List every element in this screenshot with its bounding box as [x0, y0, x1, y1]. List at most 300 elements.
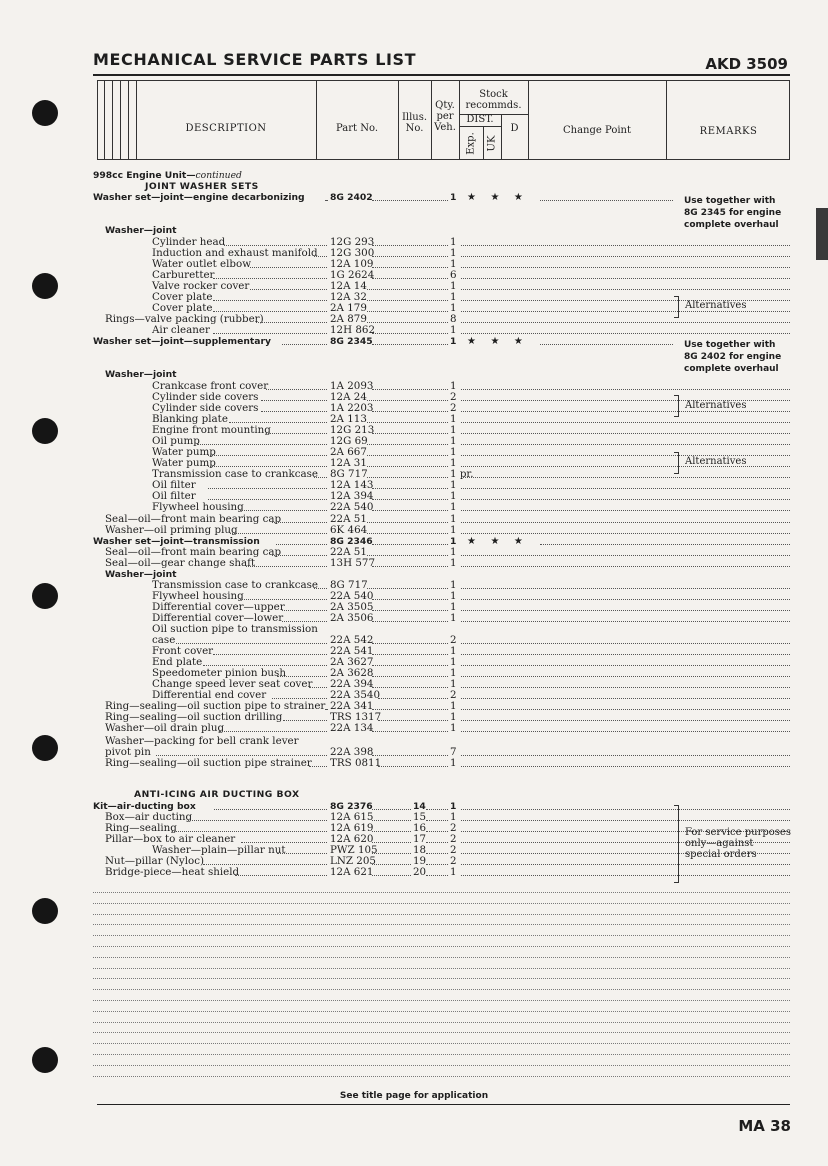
leader-dots	[372, 267, 448, 268]
ruled-line	[93, 914, 790, 915]
leader-dots	[372, 610, 448, 611]
binder-hole	[32, 735, 58, 761]
row-part-no: 8G 2376	[330, 801, 373, 812]
leader-dots	[461, 599, 790, 600]
row-description: Seal—oil—front main bearing cap	[105, 546, 282, 558]
row-part-no: 12A 31	[330, 457, 367, 469]
leader-dots	[208, 466, 327, 467]
col-stock: Stock	[479, 89, 508, 100]
row-qty: 2	[450, 833, 457, 845]
remark-alternatives: Alternatives	[685, 400, 747, 411]
row-part-no: 2A 3505	[330, 601, 374, 613]
row-part-no: 6K 464	[330, 524, 368, 536]
leader-dots	[277, 853, 327, 854]
row-qty: 1	[450, 524, 457, 536]
leader-dots	[461, 720, 790, 721]
row-qty: 1	[450, 446, 457, 458]
leader-dots	[461, 422, 790, 423]
row-qty: 1	[450, 435, 457, 447]
leader-dots	[272, 555, 327, 556]
row-illus-no: 15	[413, 811, 427, 823]
leader-dots	[213, 654, 327, 655]
leader-dots	[256, 322, 327, 323]
section-engine: 998cc Engine Unit	[93, 170, 187, 181]
row-description: Differential end cover	[152, 689, 267, 701]
row-part-no: 22A 394	[330, 678, 374, 690]
leader-dots	[372, 709, 448, 710]
row-part-no: 1A 2203	[330, 402, 374, 414]
row-part-no: 12A 615	[330, 811, 374, 823]
leader-dots	[461, 510, 790, 511]
leader-dots	[461, 267, 790, 268]
leader-dots	[208, 499, 327, 500]
row-qty: 1	[450, 302, 457, 314]
leader-dots	[367, 311, 448, 312]
row-description: Transmission case to crankcase	[152, 468, 319, 480]
leader-dots	[378, 698, 448, 699]
ruled-line	[93, 989, 790, 990]
leader-dots	[367, 477, 448, 478]
leader-dots	[372, 676, 448, 677]
row-qty: 7	[450, 746, 457, 758]
leader-dots	[272, 522, 327, 523]
row-part-no: 22A 540	[330, 501, 374, 513]
leader-dots	[367, 422, 448, 423]
footer-note: See title page for application	[339, 1091, 489, 1101]
row-part-no: 8G 717	[330, 468, 368, 480]
leader-dots	[378, 720, 448, 721]
row-part-no: 22A 541	[330, 645, 374, 657]
row-qty: 2	[450, 634, 457, 646]
leader-dots	[282, 621, 327, 622]
row-part-no: 2A 3628	[330, 667, 374, 679]
ruled-line	[93, 978, 790, 979]
bracket	[674, 805, 679, 883]
row-description: Ring—sealing—oil suction pipe to strainer	[105, 700, 326, 712]
leader-dots	[378, 766, 448, 767]
row-part-no: 22A 542	[330, 634, 374, 646]
binder-hole	[32, 1047, 58, 1073]
leader-dots	[314, 256, 327, 257]
leader-dots	[309, 687, 327, 688]
leader-dots	[461, 499, 790, 500]
leader-dots	[461, 875, 790, 876]
row-description: Carburetter	[152, 269, 215, 281]
row-description: Ring—sealing—oil suction drilling	[105, 711, 283, 723]
row-qty: 1	[450, 258, 457, 270]
leader-dots	[367, 533, 448, 534]
title-rule	[93, 74, 790, 76]
row-qty: 1	[450, 601, 457, 613]
leader-dots	[266, 389, 327, 390]
row-description: pivot pin	[105, 746, 151, 758]
leader-dots	[372, 488, 448, 489]
row-part-no: 12G 293	[330, 236, 375, 248]
row-description: Water pump	[152, 457, 216, 469]
row-description: Seal—oil—front main bearing cap	[105, 513, 282, 525]
leader-dots	[224, 245, 327, 246]
row-stock-stars: ★ ★ ★	[467, 536, 523, 547]
ruled-line	[93, 1076, 790, 1077]
leader-dots	[367, 466, 448, 467]
leader-dots	[367, 289, 448, 290]
row-part-no: TRS 1317	[330, 711, 382, 723]
remark-alternatives: Alternatives	[685, 456, 747, 467]
row-qty: 1	[450, 280, 457, 292]
row-qty: 1 pr.	[450, 468, 474, 480]
row-part-no: 12H 862	[330, 324, 376, 336]
leader-dots	[172, 831, 327, 832]
row-description: case	[152, 634, 176, 646]
leader-dots	[461, 755, 790, 756]
leader-dots	[367, 588, 448, 589]
leader-dots	[372, 621, 448, 622]
leader-dots	[372, 278, 448, 279]
leader-dots	[240, 599, 327, 600]
row-qty: 1	[450, 711, 457, 723]
remark-service: For service purposes only—against special orders	[685, 827, 791, 860]
remark-alternatives: Alternatives	[685, 300, 747, 311]
leader-dots	[461, 588, 790, 589]
row-qty: 1	[450, 700, 457, 712]
leader-dots	[309, 766, 327, 767]
row-description: Ring—sealing—oil suction pipe strainer	[105, 757, 312, 769]
row-part-no: TRS 0811	[330, 757, 382, 769]
leader-dots	[372, 853, 411, 854]
row-qty: 1	[450, 490, 457, 502]
col-d: D	[510, 123, 519, 134]
col-qty-veh: Veh.	[434, 122, 456, 133]
row-description: Washer—joint	[105, 369, 177, 380]
row-illus-no: 19	[413, 855, 427, 867]
leader-dots	[372, 864, 411, 865]
row-qty: 1	[450, 536, 457, 547]
row-part-no: 2A 179	[330, 302, 367, 314]
row-part-no: LNZ 205	[330, 855, 376, 867]
leader-dots	[461, 533, 790, 534]
leader-dots	[197, 444, 327, 445]
row-description: Cylinder head	[152, 236, 226, 248]
bracket	[674, 452, 679, 474]
row-part-no: 22A 398	[330, 746, 374, 758]
row-description: Washer set—joint—transmission	[93, 536, 260, 547]
row-description: Flywheel housing	[152, 501, 244, 513]
col-description: DESCRIPTION	[185, 123, 267, 134]
leader-dots	[372, 643, 448, 644]
row-qty: 1	[450, 866, 457, 878]
leader-dots	[213, 300, 327, 301]
row-part-no: 22A 3540	[330, 689, 381, 701]
row-qty: 1	[450, 656, 457, 668]
leader-dots	[461, 731, 790, 732]
leader-dots	[372, 389, 448, 390]
row-qty: 1	[450, 247, 457, 259]
row-qty: 1	[450, 501, 457, 513]
leader-dots	[426, 820, 448, 821]
leader-dots	[276, 544, 327, 545]
leader-dots	[461, 555, 790, 556]
row-part-no: 22A 341	[330, 700, 374, 712]
row-qty: 1	[450, 479, 457, 491]
leader-dots	[372, 510, 448, 511]
row-part-no: 12A 143	[330, 479, 374, 491]
row-description: Oil suction pipe to transmission	[152, 623, 318, 635]
leader-dots	[461, 709, 790, 710]
row-description: Washer—packing for bell crank lever	[105, 735, 299, 747]
page-number: MA 38	[738, 1117, 791, 1135]
leader-dots	[372, 411, 448, 412]
leader-dots	[372, 245, 448, 246]
binder-hole	[32, 418, 58, 444]
leader-dots	[213, 278, 327, 279]
row-description: Crankcase front cover	[152, 380, 269, 392]
leader-dots	[367, 400, 448, 401]
row-qty: 1	[450, 757, 457, 769]
row-qty: 1	[450, 678, 457, 690]
row-qty: 1	[450, 645, 457, 657]
ruled-line	[93, 935, 790, 936]
leader-dots	[461, 820, 790, 821]
row-description: Flywheel housing	[152, 590, 244, 602]
leader-dots	[426, 853, 448, 854]
leader-dots	[240, 510, 327, 511]
leader-dots	[426, 864, 448, 865]
row-part-no: 8G 2346	[330, 536, 373, 547]
leader-dots	[461, 333, 790, 334]
leader-dots	[461, 643, 790, 644]
row-description: Rings—valve packing (rubber)	[105, 313, 264, 325]
leader-dots	[461, 610, 790, 611]
leader-dots	[208, 488, 327, 489]
leader-dots	[461, 433, 790, 434]
leader-dots	[461, 698, 790, 699]
row-part-no: 2A 113	[330, 413, 367, 425]
leader-dots	[282, 610, 327, 611]
leader-dots	[372, 665, 448, 666]
leader-dots	[277, 676, 327, 677]
ruled-line	[93, 1011, 790, 1012]
row-illus-no: 17	[413, 833, 427, 845]
row-part-no: 13H 577	[330, 557, 376, 569]
leader-dots	[461, 766, 790, 767]
leader-dots	[203, 665, 327, 666]
row-description: Water pump	[152, 446, 216, 458]
leader-dots	[461, 654, 790, 655]
leader-dots	[372, 820, 411, 821]
leader-dots	[372, 200, 448, 201]
bracket	[674, 395, 679, 417]
leader-dots	[372, 755, 448, 756]
leader-dots	[540, 344, 673, 345]
leader-dots	[461, 411, 790, 412]
ruled-line	[93, 946, 790, 947]
row-description: Oil filter	[152, 490, 196, 502]
row-qty: 2	[450, 855, 457, 867]
row-description: Bridge-piece—heat shield	[105, 866, 240, 878]
ruled-line	[93, 1043, 790, 1044]
row-part-no: 22A 51	[330, 546, 367, 558]
leader-dots	[426, 831, 448, 832]
leader-dots	[426, 809, 448, 810]
row-part-no: 12G 69	[330, 435, 368, 447]
leader-dots	[461, 444, 790, 445]
leader-dots	[426, 875, 448, 876]
row-description: Transmission case to crankcase	[152, 579, 319, 591]
leader-dots	[203, 864, 327, 865]
leader-dots	[156, 755, 327, 756]
leader-dots	[372, 599, 448, 600]
ruled-line	[93, 1032, 790, 1033]
row-qty: 1	[450, 722, 457, 734]
row-part-no: 8G 717	[330, 579, 368, 591]
remark-8g2402: Use together with 8G 2345 for engine complete overhaul	[684, 196, 782, 230]
leader-dots	[461, 289, 790, 290]
leader-dots	[461, 687, 790, 688]
leader-dots	[372, 433, 448, 434]
footer-rule	[97, 1104, 790, 1105]
leader-dots	[372, 499, 448, 500]
col-stock-recommds: recommds.	[465, 100, 522, 111]
row-description: Nut—pillar (Nyloc)	[105, 855, 205, 867]
row-part-no: 12A 32	[330, 291, 367, 303]
col-dist: DIST.	[466, 114, 494, 125]
row-description: Washer set—joint—supplementary	[93, 336, 271, 347]
row-part-no: 8G 2345	[330, 336, 373, 347]
leader-dots	[272, 698, 327, 699]
row-description: Cylinder side covers	[152, 402, 259, 414]
col-uk: UK	[486, 135, 498, 152]
leader-dots	[229, 422, 327, 423]
col-qty-per: per	[436, 111, 454, 122]
row-description: Oil pump	[152, 435, 200, 447]
leader-dots	[461, 809, 790, 810]
leader-dots	[461, 256, 790, 257]
leader-dots	[461, 477, 790, 478]
leader-dots	[176, 643, 327, 644]
row-part-no: 2A 3506	[330, 612, 374, 624]
row-qty: 1	[450, 811, 457, 823]
row-illus-no: 18	[413, 844, 427, 856]
ruled-line	[93, 968, 790, 969]
row-description: Blanking plate	[152, 413, 228, 425]
row-illus-no: 14	[413, 801, 426, 812]
leader-dots	[461, 322, 790, 323]
row-qty: 8	[450, 313, 457, 325]
row-part-no: 2A 879	[330, 313, 367, 325]
row-description: Pillar—box to air cleaner	[105, 833, 236, 845]
leader-dots	[372, 731, 448, 732]
leader-dots	[372, 831, 411, 832]
row-part-no: PWZ 105	[330, 844, 378, 856]
row-part-no: 12A 619	[330, 822, 374, 834]
leader-dots	[213, 311, 327, 312]
row-qty: 1	[450, 513, 457, 525]
binder-hole	[32, 898, 58, 924]
ruled-line	[93, 957, 790, 958]
leader-dots	[461, 522, 790, 523]
row-description: Box—air ducting	[105, 811, 193, 823]
row-part-no: 1G 2624	[330, 269, 375, 281]
row-description: Oil filter	[152, 479, 196, 491]
row-description: Front cover	[152, 645, 214, 657]
leader-dots	[219, 731, 327, 732]
row-description: Water outlet elbow	[152, 258, 252, 270]
leader-dots	[372, 544, 448, 545]
row-part-no: 12A 24	[330, 391, 367, 403]
row-description: Differential cover—upper	[152, 601, 285, 613]
row-qty: 2	[450, 402, 457, 414]
row-description: Speedometer pinion bush	[152, 667, 286, 679]
section-anti-icing: ANTI-ICING AIR DUCTING BOX	[134, 789, 300, 800]
leader-dots	[372, 875, 411, 876]
leader-dots	[266, 433, 327, 434]
col-qty: Qty.	[435, 100, 455, 111]
row-description: Washer—plain—pillar nut	[152, 844, 286, 856]
col-part-no: Part No.	[336, 123, 378, 134]
leader-dots	[367, 455, 448, 456]
row-part-no: 2A 3627	[330, 656, 374, 668]
leader-dots	[372, 809, 411, 810]
leader-dots	[461, 245, 790, 246]
leader-dots	[372, 842, 411, 843]
row-part-no: 12A 14	[330, 280, 367, 292]
leader-dots	[325, 709, 327, 710]
row-qty: 1	[450, 291, 457, 303]
row-description: Cover plate	[152, 302, 213, 314]
leader-dots	[461, 864, 790, 865]
leader-dots	[246, 566, 327, 567]
row-qty: 1	[450, 667, 457, 679]
leader-dots	[261, 411, 327, 412]
ruled-line	[93, 892, 790, 893]
binder-hole	[32, 583, 58, 609]
leader-dots	[250, 289, 327, 290]
col-exp: Exp.	[465, 132, 477, 155]
leader-dots	[461, 488, 790, 489]
col-illus: Illus.	[401, 112, 428, 123]
leader-dots	[235, 875, 327, 876]
leader-dots	[540, 544, 790, 545]
leader-dots	[461, 389, 790, 390]
leader-dots	[314, 588, 327, 589]
ruled-line	[93, 1054, 790, 1055]
ruled-line	[93, 903, 790, 904]
leader-dots	[214, 809, 327, 810]
row-stock-stars: ★ ★ ★	[467, 192, 523, 203]
section-joint-washer-sets: JOINT WASHER SETS	[145, 181, 259, 192]
leader-dots	[282, 344, 327, 345]
leader-dots	[230, 533, 327, 534]
leader-dots	[372, 566, 448, 567]
row-part-no: 12G 213	[330, 424, 375, 436]
row-qty: 1	[450, 590, 457, 602]
leader-dots	[283, 720, 327, 721]
row-part-no: 8G 2402	[330, 192, 373, 203]
row-description: Washer set—joint—engine decarbonizing	[93, 192, 305, 203]
ruled-line	[93, 924, 790, 925]
leader-dots	[426, 842, 448, 843]
row-qty: 2	[450, 822, 457, 834]
leader-dots	[461, 278, 790, 279]
row-description: Cylinder side covers	[152, 391, 259, 403]
binder-hole	[32, 273, 58, 299]
row-qty: 1	[450, 424, 457, 436]
row-description: Washer—joint	[105, 225, 177, 236]
row-part-no: 2A 667	[330, 446, 367, 458]
leader-dots	[461, 566, 790, 567]
row-qty: 1	[450, 801, 457, 812]
leader-dots	[372, 654, 448, 655]
